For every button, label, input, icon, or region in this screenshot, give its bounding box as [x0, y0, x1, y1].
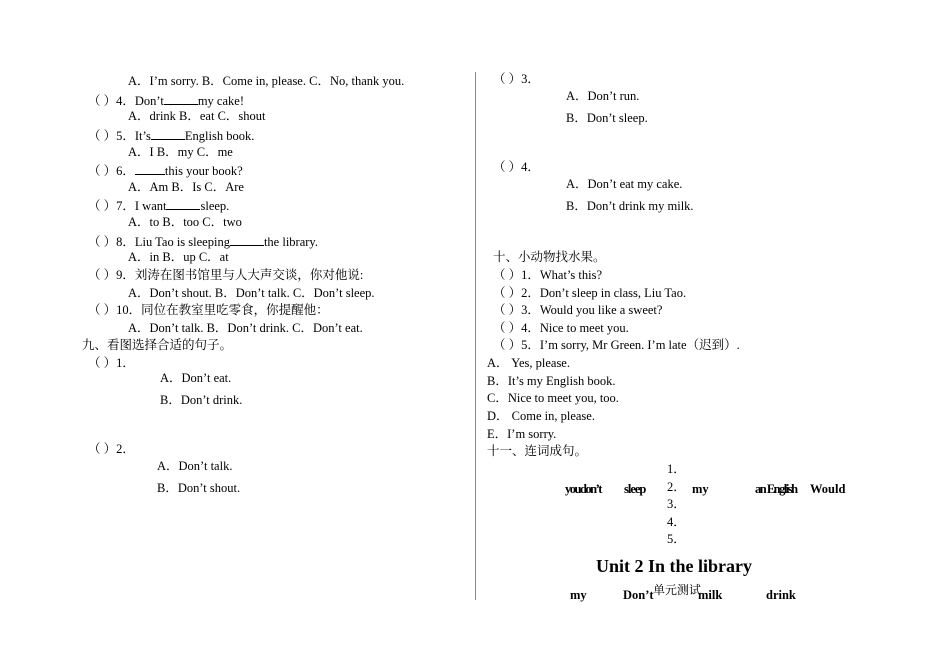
- unit-subtitle: 单元测试: [653, 583, 702, 597]
- question-text: 6．: [116, 164, 135, 178]
- sentence-number: 3．: [667, 497, 686, 511]
- section-10-item: （ ）4．Nice to meet you.: [493, 321, 629, 335]
- section-10-answer: E．I’m sorry.: [487, 427, 557, 441]
- question-text: 7．I want: [116, 199, 167, 213]
- question-5: [88, 127, 254, 144]
- scrambled-word: my: [692, 482, 709, 496]
- section-10-answer: D． Come in, please.: [487, 409, 595, 423]
- question-text: 5．It’s: [116, 129, 151, 143]
- question-text: 9．刘涛在图书馆里与人大声交谈，你对他说:: [116, 268, 364, 282]
- q9-options: A．Don’t shout. B．Don’t talk. C．Don’t sleep.: [128, 286, 375, 300]
- section-10-item: （ ）3．Would you like a sweet?: [493, 303, 663, 317]
- picture-q4-option-b: B．Don’t drink my milk.: [566, 199, 694, 213]
- question-text: my cake!: [197, 94, 244, 108]
- question-6: [88, 162, 243, 179]
- picture-q2-label: （ ）2．: [88, 442, 135, 456]
- question-8: [88, 233, 318, 250]
- answer-paren: （ ）: [88, 235, 117, 249]
- fill-blank: [166, 197, 200, 210]
- fill-blank: [164, 92, 198, 105]
- picture-q2-option-b: B．Don’t shout.: [157, 481, 241, 495]
- question-text: the library.: [263, 235, 318, 249]
- question-9: [88, 268, 363, 283]
- question-text: English book.: [184, 129, 255, 143]
- picture-q4-label: （ ）4．: [493, 160, 540, 174]
- picture-q2-option-a: A．Don’t talk.: [157, 459, 233, 473]
- question-text: 10．同位在教室里吃零食，你提醒他：: [116, 303, 329, 317]
- section-10-answer: B．It’s my English book.: [487, 374, 616, 388]
- scrambled-word: my: [570, 588, 587, 602]
- scrambled-word: sleep: [624, 482, 646, 496]
- q5-options: A．I B．my C．me: [128, 145, 233, 159]
- section-10-title: 十、小动物找水果。: [493, 250, 606, 264]
- fill-blank: [230, 233, 264, 246]
- question-7: [88, 197, 229, 214]
- picture-q1-option-b: B．Don’t drink.: [160, 393, 243, 407]
- answer-paren: （ ）: [88, 129, 117, 143]
- section-10-answer: C．Nice to meet you, too.: [487, 391, 619, 405]
- question-4: [88, 92, 244, 109]
- question-text: 8．Liu Tao is sleeping: [116, 235, 230, 249]
- picture-q3-option-b: B．Don’t sleep.: [566, 111, 648, 125]
- answer-paren: （ ）: [88, 199, 117, 213]
- picture-q3-option-a: A．Don’t run.: [566, 89, 640, 103]
- q7-options: A．to B．too C．two: [128, 215, 242, 229]
- q8-options: A．in B．up C．at: [128, 250, 229, 264]
- q10-options: A．Don’t talk. B．Don’t drink. C．Don’t eat.: [128, 321, 363, 335]
- question-text: 4．Don’t: [116, 94, 164, 108]
- section-10-item: （ ）5．I’m sorry, Mr Green. I’m late（迟到）.: [493, 338, 740, 352]
- scrambled-word: milk: [698, 588, 723, 602]
- sentence-number: 1．: [667, 462, 686, 476]
- column-divider: [475, 72, 476, 600]
- question-text: sleep.: [200, 199, 230, 213]
- scrambled-word: Don’t: [623, 588, 654, 602]
- fill-blank: [135, 162, 165, 175]
- q3-options: A．I’m sorry. B．Come in, please. C．No, thank you.: [128, 74, 405, 88]
- section-10-answer: A． Yes, please.: [487, 356, 570, 370]
- question-10: [88, 303, 329, 318]
- sentence-number: 2．: [667, 480, 686, 494]
- answer-paren: （ ）: [88, 94, 117, 108]
- answer-paren: （ ）: [88, 303, 117, 317]
- section-11-title: 十一、连词成句。: [487, 444, 588, 458]
- section-10-item: （ ）2．Don’t sleep in class, Liu Tao.: [493, 286, 687, 300]
- picture-q3-label: （ ）3．: [493, 72, 540, 86]
- sentence-number: 4．: [667, 515, 686, 529]
- section-10-item: （ ）1．What’s this?: [493, 268, 603, 282]
- answer-paren: （ ）: [88, 164, 117, 178]
- picture-q1-label: （ ）1．: [88, 356, 135, 370]
- fill-blank: [151, 127, 185, 140]
- q4-options: A．drink B．eat C．shout: [128, 109, 266, 123]
- scrambled-word: an English: [755, 482, 797, 496]
- question-text: this your book?: [164, 164, 243, 178]
- section-9-title: 九、看图选择合适的句子。: [82, 338, 233, 352]
- scrambled-word: youdon’t: [565, 482, 601, 496]
- scrambled-word: Would: [810, 482, 846, 496]
- picture-q1-option-a: A．Don’t eat.: [160, 371, 232, 385]
- unit-title: Unit 2 In the library: [596, 556, 753, 576]
- scrambled-word: drink: [766, 588, 796, 602]
- q6-options: A．Am B．Is C．Are: [128, 180, 244, 194]
- picture-q4-option-a: A．Don’t eat my cake.: [566, 177, 683, 191]
- sentence-number: 5．: [667, 532, 686, 546]
- answer-paren: （ ）: [88, 268, 117, 282]
